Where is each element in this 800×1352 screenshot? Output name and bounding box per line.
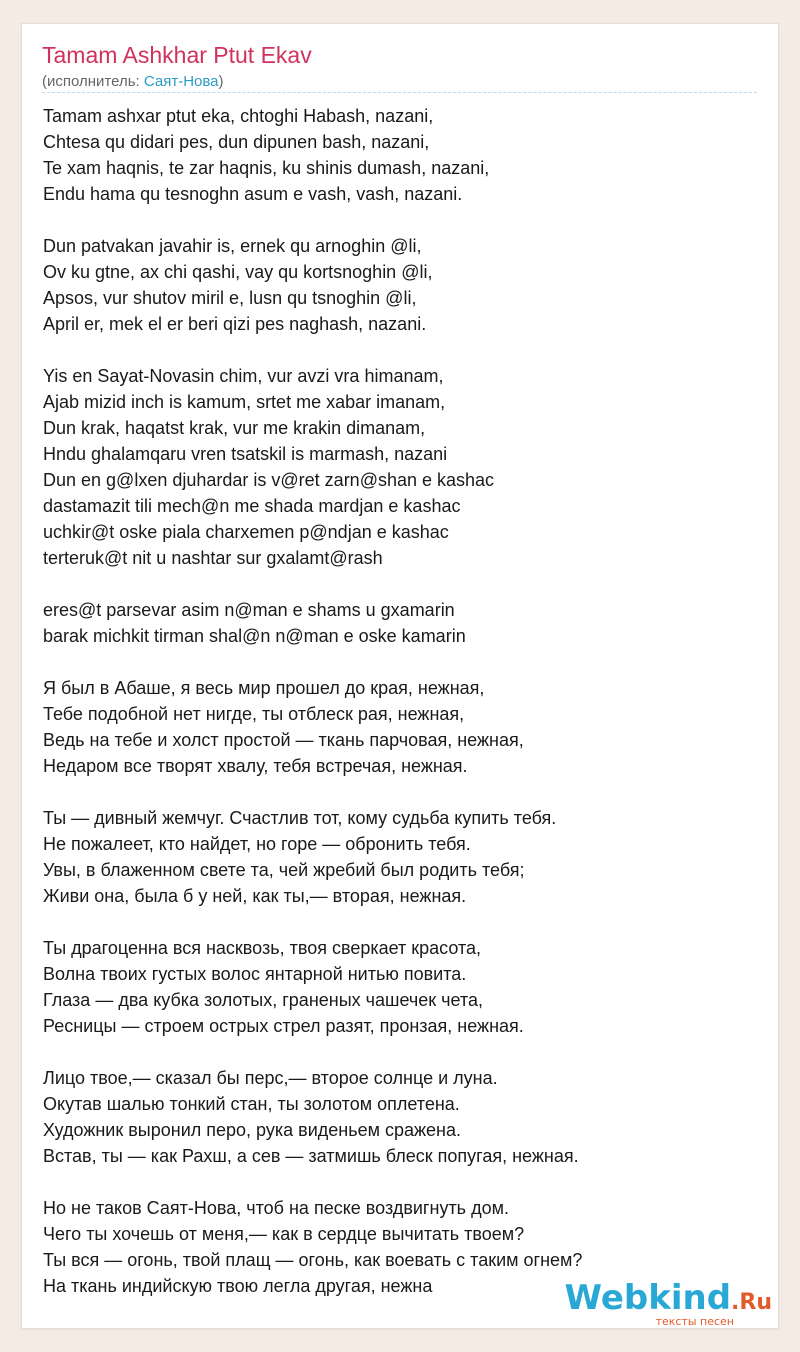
lyrics-stanza [43, 103, 763, 207]
logo-brand-name: Webkind [564, 1278, 732, 1318]
lyric-line: Увы, в блаженном свете та, чей жребий был родить тебя; [43, 860, 525, 880]
lyric-line: Ты вся — огонь, твой плащ — огонь, как воевать с таким огнем? [43, 1250, 583, 1270]
lyric-line: Я был в Абаше, я весь мир прошел до края, нежная, [43, 678, 485, 698]
lyric-line: Yis en Sayat-Novasin chim, vur avzi vra himanam, [43, 366, 444, 386]
lyric-line: Волна твоих густых волос янтарной нитью повита. [43, 964, 467, 984]
lyric-line: Te xam haqnis, te zar haqnis, ku shinis dumash, nazani, [43, 158, 490, 178]
webkind-logo[interactable] [564, 1278, 772, 1328]
artist-line [42, 73, 224, 90]
lyric-line: Не пожалеет, кто найдет, но горе — обронить тебя. [43, 834, 471, 854]
lyric-line: Hndu ghalamqaru vren tsatskil is marmash, nazani [43, 444, 448, 464]
song-title: Tamam Ashkhar Ptut Ekav [42, 42, 312, 68]
logo-tld: .Ru [731, 1290, 772, 1315]
lyrics-stanza [43, 1065, 763, 1169]
lyric-line: Dun patvakan javahir is, ernek qu arnoghin @li, [43, 236, 422, 256]
lyric-line: Endu hama qu tesnoghn asum e vash, vash, nazani. [43, 184, 463, 204]
lyric-line: Apsos, vur shutov miril e, lusn qu tsnoghin @li, [43, 288, 417, 308]
lyric-line: Tamam ashxar ptut eka, chtoghi Habash, nazani, [43, 106, 434, 126]
lyric-line: Чего ты хочешь от меня,— как в сердце вычитать твоем? [43, 1224, 525, 1244]
lyric-line: Окутав шалью тонкий стан, ты золотом оплетена. [43, 1094, 460, 1114]
lyric-line: Живи она, была б у ней, как ты,— вторая, нежная. [43, 886, 467, 906]
lyric-line: Тебе подобной нет нигде, ты отблеск рая, нежная, [43, 704, 465, 724]
lyrics-body [43, 103, 763, 1325]
lyrics-stanza [43, 675, 763, 779]
lyrics-stanza [43, 805, 763, 909]
lyric-line: eres@t parsevar asim n@man e shams u gxamarin [43, 600, 455, 620]
lyric-line: Недаром все творят хвалу, тебя встречая, нежная. [43, 756, 468, 776]
lyric-line: Chtesa qu didari pes, dun dipunen bash, nazani, [43, 132, 430, 152]
lyric-line: На ткань индийскую твою легла другая, нежна [43, 1276, 433, 1296]
lyric-line: Глаза — два кубка золотых, граненых чашечек чета, [43, 990, 483, 1010]
lyric-line: barak michkit tirman shal@n n@man e oske kamarin [43, 626, 466, 646]
lyrics-stanza [43, 233, 763, 337]
lyrics-stanza [43, 597, 763, 649]
lyric-line: Но не таков Саят-Нова, чтоб на песке воздвигнуть дом. [43, 1198, 509, 1218]
lyrics-stanza [43, 363, 763, 571]
lyric-line: Ресницы — строем острых стрел разят, пронзая, нежная. [43, 1016, 524, 1036]
lyric-line: Художник выронил перо, рука виденьем сражена. [43, 1120, 461, 1140]
lyric-line: Ov ku gtne, ax chi qashi, vay qu kortsnoghin @li, [43, 262, 433, 282]
lyric-line: Ты — дивный жемчуг. Счастлив тот, кому судьба купить тебя. [43, 808, 557, 828]
lyric-line: Лицо твое,— сказал бы перс,— второе солнце и луна. [43, 1068, 498, 1088]
lyric-line: terteruk@t nit u nashtar sur gxalamt@rash [43, 548, 383, 568]
lyric-line: Ajab mizid inch is kamum, srtet me xabar imanam, [43, 392, 446, 412]
lyric-line: uchkir@t oske piala charxemen p@ndjan e kashac [43, 522, 449, 542]
artist-prefix: (исполнитель: [42, 73, 144, 90]
lyric-line: Ведь на тебе и холст простой — ткань парчовая, нежная, [43, 730, 524, 750]
logo-brand [565, 1278, 772, 1318]
lyrics-stanza [43, 935, 763, 1039]
lyric-line: Dun krak, haqatst krak, vur me krakin dimanam, [43, 418, 426, 438]
logo-tagline: тексты песен [655, 1315, 734, 1328]
lyric-line: April er, mek el er beri qizi pes naghash, nazani. [43, 314, 427, 334]
lyric-line: dastamazit tili mech@n me shada mardjan e kashac [43, 496, 461, 516]
lyric-line: Ты драгоценна вся насквозь, твоя сверкает красота, [43, 938, 482, 958]
artist-suffix: ) [218, 73, 224, 90]
dashed-divider [42, 92, 757, 93]
artist-link[interactable]: Саят-Нова [143, 73, 219, 90]
lyric-line: Dun en g@lxen djuhardar is v@ret zarn@shan e kashac [43, 470, 495, 490]
lyric-line: Встав, ты — как Рахш, а сев — затмишь блеск попугая, нежная. [43, 1146, 579, 1166]
